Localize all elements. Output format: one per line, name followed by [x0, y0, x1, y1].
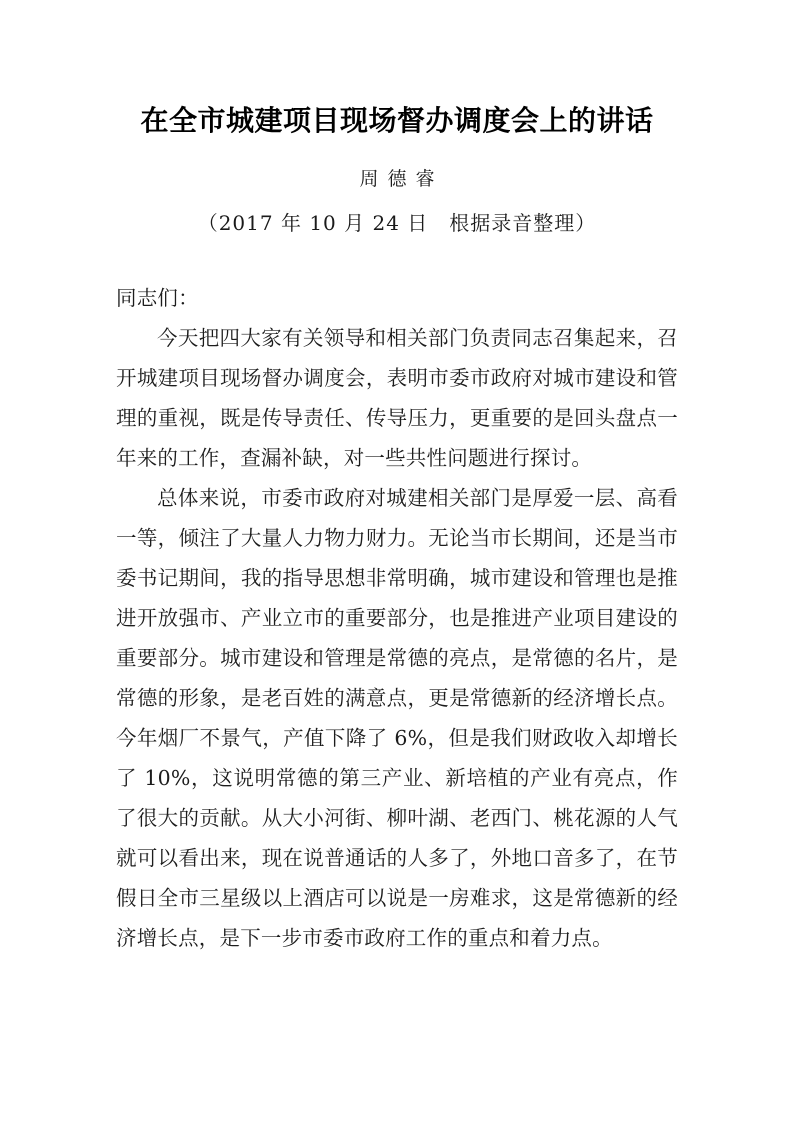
document-dateline: （2017 年 10 月 24 日 根据录音整理）	[197, 211, 597, 235]
document-body	[116, 278, 678, 958]
salutation-line: 同志们：	[116, 286, 199, 310]
body-paragraph: 今天把四大家有关领导和相关部门负责同志召集起来，召开城建项目现场督办调度会，表明市委市政府对城市建设和管理的重视，既是传导责任、传导压力，更重要的是回头盘点一年来的工作，查漏补缺，对一些共性问题进行探讨。	[116, 326, 678, 470]
body-paragraph: 总体来说，市委市政府对城建相关部门是厚爱一层、高看一等，倾注了大量人力物力财力。无论当市长期间，还是当市委书记期间，我的指导思想非常明确，城市建设和管理也是推进开放强市、产业立市的重要部分，也是推进产业项目建设的重要部分。城市建设和管理是常德的亮点，是常德的名片，是常德的形象，是老百姓的满意点，更是常德新的经济增长点。今年烟厂不景气，产值下降了 6%，但是我们财政收入却增长了 10%，这说明常德的第三产业、新培植的产业有亮点，作了很大的贡献。从大小河街、柳叶湖、老西门、桃花源的人气就可以看出来，现在说普通话的人多了，外地口音多了，在节假日全市三星级以上酒店可以说是一房难求，这是常德新的经济增长点，是下一步市委市政府工作的重点和着力点。	[116, 486, 678, 950]
page-title: 在全市城建项目现场督办调度会上的讲话	[140, 104, 654, 137]
document-author: 周德睿	[359, 168, 444, 190]
